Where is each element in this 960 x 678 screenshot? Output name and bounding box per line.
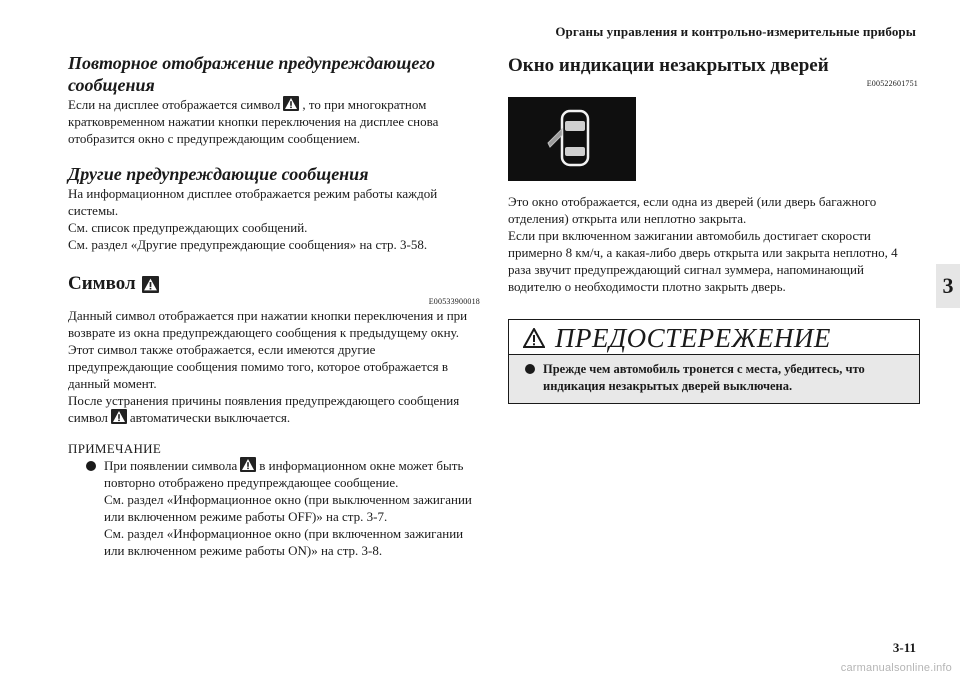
note-item — [68, 457, 480, 559]
left-column — [68, 52, 480, 559]
caution-body — [509, 355, 919, 403]
open-door-car-icon — [542, 107, 602, 171]
door-window-heading: Окно индикации незакрытых дверей — [508, 55, 829, 76]
symbol-paragraph-1: Данный символ отображается при нажатии кнопки переключения и при возврате из окна предупреждающего сообщения к предыдущему окну. — [68, 308, 468, 340]
bullet-icon — [525, 364, 535, 374]
symbol-heading: Символ — [68, 273, 480, 295]
symbol-code: E00533900018 — [428, 297, 480, 306]
watermark: carmanualsonline.info — [840, 662, 952, 674]
symbol-paragraph-3: После устранения причины появления предупреждающего сообщения символ автоматически выключается. — [68, 393, 460, 425]
door-paragraph-2: Если при включенном зажигании автомобиль достигает скорости примерно 8 км/ч, а какая-либо дверь открыта или закрыта неплотно, 4 раза звучит предупреждающий сигнал зуммера, напоминающий водителю о необходимости плотно закрыть дверь. — [508, 228, 898, 294]
warning-triangle-icon — [523, 328, 545, 348]
note-text: При появлении символа в информационном окне может быть повторно отображено предупреждающее сообщение. — [104, 458, 464, 490]
other-messages-heading: Другие предупреждающие сообщения — [68, 164, 369, 184]
caution-label: ПРЕДОСТЕРЕЖЕНИЕ — [555, 323, 831, 353]
note-reference-2: См. раздел «Информационное окно (при включенном зажигании или включенном режиме работы ON)» на стр. 3-8. — [104, 526, 464, 558]
caution-box — [508, 319, 920, 404]
note-title: ПРИМЕЧАНИЕ — [68, 441, 162, 456]
door-window-code: E00522601751 — [866, 79, 918, 88]
other-messages-line2: См. список предупреждающих сообщений. — [68, 220, 308, 235]
door-display-image — [508, 97, 636, 181]
page-header-title: Органы управления и контрольно-измерительные приборы — [555, 24, 916, 39]
caution-text: Прежде чем автомобиль тронется с места, убедитесь, что индикация незакрытых дверей выключена. — [543, 362, 865, 393]
warning-triangle-icon — [111, 409, 127, 424]
page-number: 3-11 — [892, 640, 916, 655]
repeat-message-text: Если на дисплее отображается символ , то при многократном кратковременном нажатии кнопки переключения на дисплее снова отобразится окно с предупреждающим сообщением. — [68, 97, 439, 146]
right-column — [508, 55, 918, 404]
other-messages-line1: На информационном дисплее отображается режим работы каждой системы. — [68, 186, 438, 218]
caution-header — [509, 320, 919, 355]
repeat-message-heading: Повторное отображение предупреждающего сообщения — [68, 53, 436, 95]
warning-triangle-icon — [240, 457, 256, 472]
chapter-tab: 3 — [936, 264, 960, 308]
door-paragraph-1: Это окно отображается, если одна из дверей (или дверь багажного отделения) открыта или неплотно закрыта. — [508, 194, 877, 226]
other-messages-line3: См. раздел «Другие предупреждающие сообщения» на стр. 3-58. — [68, 237, 428, 252]
warning-triangle-icon — [142, 276, 159, 293]
note-reference-1: См. раздел «Информационное окно (при выключенном зажигании или включенном режиме работы OFF)» на стр. 3-7. — [104, 492, 472, 524]
bullet-icon — [86, 461, 96, 471]
symbol-paragraph-2: Этот символ также отображается, если имеются другие предупреждающие сообщения помимо того, которое отображается в данный момент. — [68, 342, 449, 391]
warning-triangle-icon — [283, 96, 299, 111]
